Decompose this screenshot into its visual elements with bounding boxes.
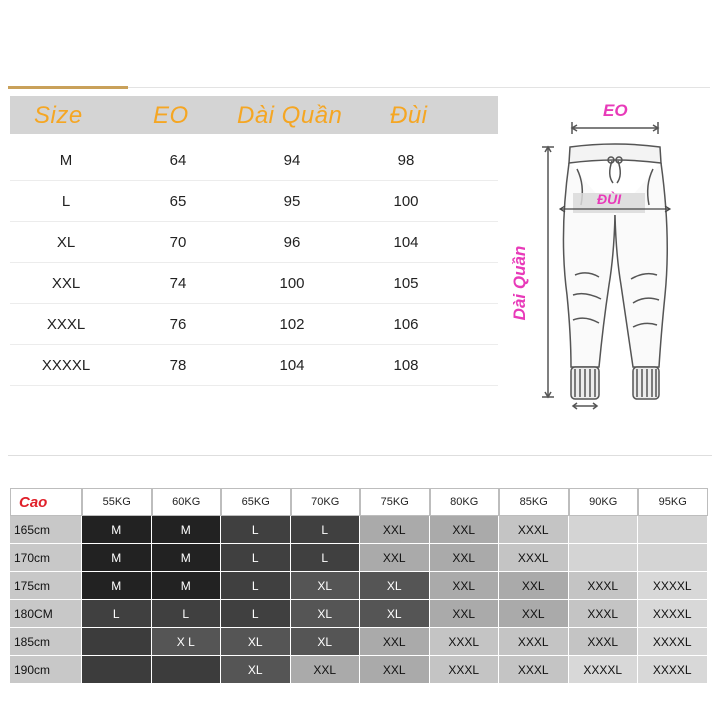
- size-recommendation-cell: XL: [291, 572, 361, 600]
- size-recommendation-cell: X L: [152, 628, 222, 656]
- decorative-divider: [128, 87, 710, 88]
- decorative-gold-line: [8, 86, 128, 89]
- height-column-header: Cao: [10, 488, 82, 516]
- weight-header: 90KG: [569, 488, 639, 516]
- length-cell: 96: [283, 234, 301, 251]
- size-recommendation-cell: XXXXL: [638, 628, 708, 656]
- size-recommendation-cell: XXL: [291, 656, 361, 684]
- size-recommendation-cell: L: [221, 544, 291, 572]
- size-row: [10, 134, 498, 181]
- section-divider: [8, 455, 712, 456]
- length-cell: 95: [283, 193, 301, 210]
- size-row: [10, 304, 498, 345]
- waist-cell: 76: [169, 316, 187, 333]
- size-recommendation-cell: XL: [291, 628, 361, 656]
- size-recommendation-cell: L: [221, 572, 291, 600]
- waist-cell: 78: [169, 357, 187, 374]
- size-recommendation-cell: XL: [360, 572, 430, 600]
- size-recommendation-cell: XXXL: [569, 572, 639, 600]
- header-eo: EO: [153, 102, 189, 129]
- size-recommendation-cell: XXL: [499, 600, 569, 628]
- size-recommendation-cell: M: [82, 516, 152, 544]
- size-recommendation-cell: L: [221, 600, 291, 628]
- size-recommendation-cell: XXXL: [499, 516, 569, 544]
- size-row: [10, 345, 498, 386]
- size-recommendation-cell: XXXL: [569, 628, 639, 656]
- pants-illustration: [515, 95, 715, 415]
- size-recommendation-cell: XL: [291, 600, 361, 628]
- size-recommendation-cell: L: [221, 516, 291, 544]
- waist-cell: 65: [169, 193, 187, 210]
- size-recommendation-cell: [638, 544, 708, 572]
- size-recommendation-cell: XXL: [430, 544, 500, 572]
- length-cell: 104: [279, 357, 305, 374]
- size-recommendation-cell: M: [82, 572, 152, 600]
- size-recommendation-cell: M: [152, 544, 222, 572]
- size-recommendation-cell: XXL: [360, 628, 430, 656]
- size-recommendation-cell: XXXXL: [638, 600, 708, 628]
- size-recommendation-cell: XXL: [430, 600, 500, 628]
- height-label: 190cm: [10, 656, 82, 684]
- thigh-cell: 100: [393, 193, 419, 210]
- size-cell: XXXL: [46, 316, 86, 333]
- size-recommendation-cell: XL: [360, 600, 430, 628]
- size-recommendation-cell: XXXL: [499, 544, 569, 572]
- size-recommendation-cell: [152, 656, 222, 684]
- size-recommendation-cell: L: [152, 600, 222, 628]
- size-recommendation-cell: L: [291, 516, 361, 544]
- size-recommendation-cell: L: [291, 544, 361, 572]
- size-recommendation-cell: [569, 544, 639, 572]
- thigh-cell: 106: [393, 316, 419, 333]
- size-row: [10, 263, 498, 304]
- size-cell: XL: [56, 234, 76, 251]
- size-recommendation-cell: XL: [221, 628, 291, 656]
- length-cell: 102: [279, 316, 305, 333]
- size-recommendation-cell: XXXL: [430, 628, 500, 656]
- size-recommendation-cell: XXXXL: [638, 572, 708, 600]
- length-cell: 94: [283, 152, 301, 169]
- size-recommendation-cell: [638, 516, 708, 544]
- height-label: 180CM: [10, 600, 82, 628]
- waist-cell: 70: [169, 234, 187, 251]
- waist-cell: 64: [169, 152, 187, 169]
- weight-header: 60KG: [152, 488, 222, 516]
- header-size: Size: [34, 102, 83, 129]
- size-recommendation-cell: XXL: [360, 544, 430, 572]
- waist-cell: 74: [169, 275, 187, 292]
- thigh-label: ĐÙI: [597, 191, 622, 207]
- size-recommendation-cell: [569, 516, 639, 544]
- size-recommendation-cell: M: [152, 516, 222, 544]
- size-recommendation-cell: XXXL: [430, 656, 500, 684]
- size-recommendation-cell: L: [82, 600, 152, 628]
- thigh-cell: 105: [393, 275, 419, 292]
- size-recommendation-cell: XXXL: [499, 656, 569, 684]
- size-cell: XXL: [51, 275, 81, 292]
- length-cell: 100: [279, 275, 305, 292]
- weight-header: 80KG: [430, 488, 500, 516]
- weight-header: 75KG: [360, 488, 430, 516]
- size-recommendation-cell: XXL: [360, 656, 430, 684]
- size-recommendation-cell: XXL: [430, 572, 500, 600]
- size-cell: L: [61, 193, 71, 210]
- size-recommendation-cell: [82, 656, 152, 684]
- size-row: [10, 181, 498, 222]
- size-recommendation-cell: XXXXL: [569, 656, 639, 684]
- size-recommendation-cell: M: [82, 544, 152, 572]
- size-row: [10, 222, 498, 263]
- weight-header: 55KG: [82, 488, 152, 516]
- size-table-header: [10, 96, 498, 134]
- thigh-cell: 108: [393, 357, 419, 374]
- size-recommendation-cell: XXXXL: [638, 656, 708, 684]
- header-length: Dài Quần: [237, 102, 343, 129]
- weight-header: 85KG: [499, 488, 569, 516]
- size-recommendation-cell: XXXL: [569, 600, 639, 628]
- weight-header: 65KG: [221, 488, 291, 516]
- height-label: 165cm: [10, 516, 82, 544]
- thigh-cell: 98: [397, 152, 415, 169]
- size-recommendation-cell: XXL: [430, 516, 500, 544]
- length-label: Dài Quần: [510, 245, 529, 321]
- size-recommendation-cell: XL: [221, 656, 291, 684]
- size-cell: M: [59, 152, 73, 169]
- height-label: 170cm: [10, 544, 82, 572]
- size-recommendation-cell: M: [152, 572, 222, 600]
- size-recommendation-cell: XXL: [499, 572, 569, 600]
- height-label: 175cm: [10, 572, 82, 600]
- size-recommendation-cell: [82, 628, 152, 656]
- waist-label: EO: [603, 101, 628, 120]
- header-thigh: Đùi: [390, 102, 428, 129]
- size-recommendation-cell: XXL: [360, 516, 430, 544]
- thigh-cell: 104: [393, 234, 419, 251]
- height-label: 185cm: [10, 628, 82, 656]
- weight-header: 70KG: [291, 488, 361, 516]
- size-measurement-table: [10, 96, 498, 386]
- weight-header: 95KG: [638, 488, 708, 516]
- size-cell: XXXXL: [41, 357, 91, 374]
- size-recommendation-cell: XXXL: [499, 628, 569, 656]
- pants-diagram: [510, 95, 715, 415]
